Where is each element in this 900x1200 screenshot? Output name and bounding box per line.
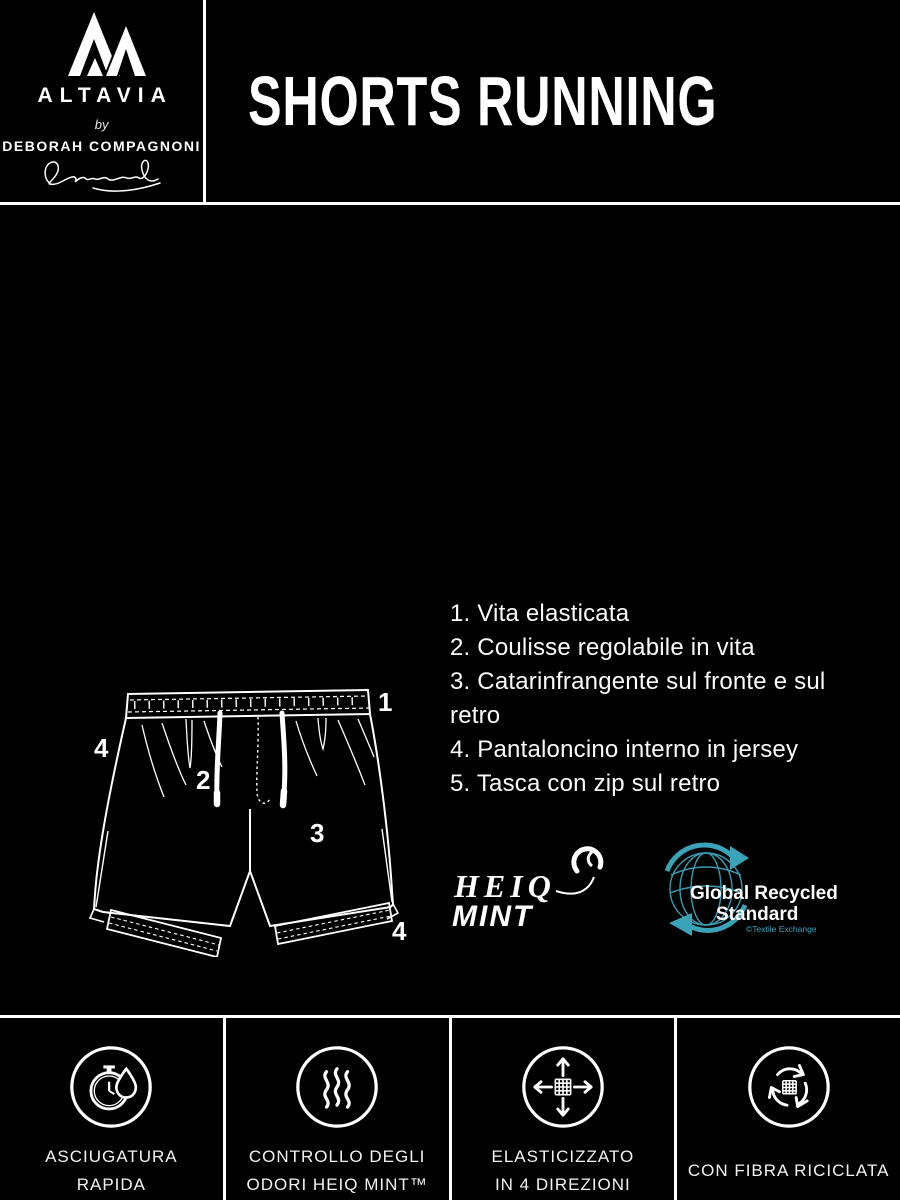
heiq-wordmark: HEIQ: [454, 868, 556, 904]
four-way-stretch-icon: [520, 1044, 606, 1130]
title-panel: [206, 0, 900, 202]
feature-line: retro: [450, 702, 501, 729]
shorts-technical-drawing: [86, 681, 438, 957]
callout-4-side: 4: [94, 733, 109, 763]
footer-feature-four-way-stretch: [449, 1018, 675, 1200]
feature-line: 4. Pantaloncino interno in jersey: [450, 736, 799, 763]
header: [0, 0, 900, 205]
page-title: SHORTS RUNNING: [248, 62, 718, 140]
heiq-mint-logo: [452, 845, 637, 930]
callout-2-drawstring: 2: [196, 765, 211, 795]
feature-line: 2. Coulisse regolabile in vita: [450, 634, 755, 661]
grs-logo: [654, 833, 854, 948]
footer-feature-recycled-fiber: [674, 1018, 900, 1200]
feature-line: 5. Tasca con zip sul retro: [450, 770, 721, 797]
mint-wordmark: MINT: [452, 900, 534, 930]
footer-feature-quick-dry: [0, 1018, 223, 1200]
grs-credit: ©Textile Exchange: [746, 924, 817, 934]
callout-1-waistband: 1: [378, 687, 393, 717]
deborah-compagnoni-signature-icon: [38, 154, 166, 198]
footer-feature-odor-control: [223, 1018, 449, 1200]
grs-text-line2: Standard: [716, 904, 799, 925]
brand-designer: DEBORAH COMPAGNONI: [2, 138, 201, 154]
stopwatch-droplet-icon: [68, 1044, 154, 1130]
callout-4-inner-leg: 4: [392, 916, 407, 946]
feature-list: [450, 597, 825, 801]
callout-3-reflective: 3: [310, 818, 325, 848]
footer-feature-label: ASCIUGATURA RAPIDA: [45, 1147, 178, 1194]
altavia-mountain-logo-icon: [54, 8, 150, 80]
feature-line: 1. Vita elasticata: [450, 600, 630, 627]
footer-feature-label: CONTROLLO DEGLI ODORI HEIQ MINT™: [246, 1147, 428, 1194]
brand-panel: [0, 0, 206, 202]
crescent-mint-icon: [574, 849, 601, 871]
footer-feature-label: CON FIBRA RICICLATA: [687, 1161, 890, 1180]
grs-text-line1: Global Recycled: [690, 883, 838, 904]
footer-feature-label: ELASTICIZZATO IN 4 DIREZIONI: [491, 1147, 635, 1194]
footer-features: [0, 1015, 900, 1200]
brand-by: by: [94, 117, 109, 132]
odor-waves-icon: [294, 1044, 380, 1130]
feature-line: 3. Catarinfrangente sul fronte e sul: [450, 668, 826, 695]
brand-name: ALTAVIA: [37, 84, 173, 107]
recycled-fiber-icon: [746, 1044, 832, 1130]
main-content: [0, 205, 900, 1015]
